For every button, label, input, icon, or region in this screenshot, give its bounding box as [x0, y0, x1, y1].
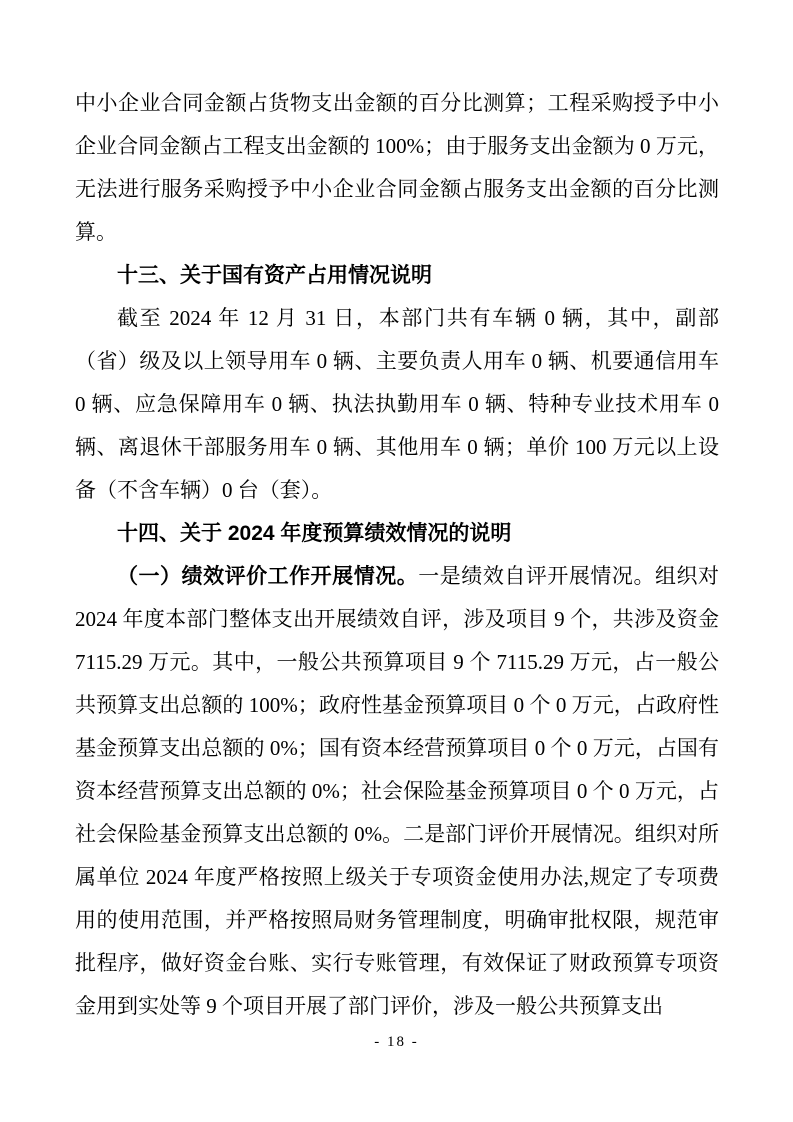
section-14-paragraph [75, 555, 719, 1028]
performance-evaluation-lead: （一）绩效评价工作开展情况。 [117, 565, 419, 588]
document-body [75, 82, 719, 1028]
section-13-paragraph: 截至 2024 年 12 月 31 日，本部门共有车辆 0 辆，其中，副部（省）级及以上领导用车 0 辆、主要负责人用车 0 辆、机要通信用车 0 辆、应急保障用车 0 辆、执法执勤用车 0 辆、特种专业技术用车 0 辆、离退休干部服务用车 0 辆、其他用车 0 辆；单价 100 万元以上设备（不含车辆）0 台（套）。 [75, 306, 719, 502]
page-number: - 18 - [374, 1034, 419, 1050]
performance-evaluation-text: 一是绩效自评开展情况。组织对 2024 年度本部门整体支出开展绩效自评，涉及项目 9 个，共涉及资金 7115.29 万元。其中，一般公共预算项目 9 个 7115.29 万元，占一般公共预算支出总额的 100%；政府性基金预算项目 0 个 0 万元，占政府性基金预算支出总额的 0%；国有资本经营预算项目 0 个 0 万元，占国有资本经营预算支出总额的 0%；社会保险基金预算项目 0 个 0 万元，占社会保险基金预算支出总额的 0%。二是部门评价开展情况。组织对所属单位 2024 年度严格按照上级关于专项资金使用办法,规定了专项费用的使用范围，并严格按照局财务管理制度，明确审批权限，规范审批程序，做好资金台账、实行专账管理，有效保证了财政预算专项资金用到实处等 9 个项目开展了部门评价，涉及一般公共预算支出 [75, 564, 720, 1018]
section-13-heading: 十三、关于国有资产占用情况说明 [117, 264, 432, 287]
section-14-heading: 十四、关于 2024 年度预算绩效情况的说明 [117, 522, 512, 545]
paragraph-continuation: 中小企业合同金额占货物支出金额的百分比测算；工程采购授予中小企业合同金额占工程支出金额的 100%；由于服务支出金额为 0 万元，无法进行服务采购授予中小企业合同金额占服务支出金额的百分比测算。 [75, 91, 719, 244]
